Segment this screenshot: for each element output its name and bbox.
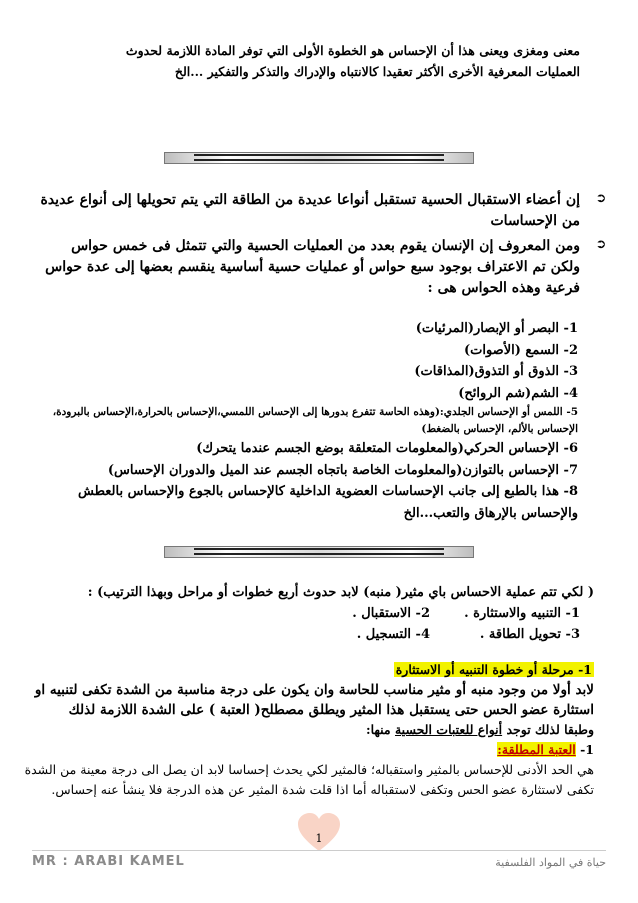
list-item: 8- هذا بالطبع إلى جانب الإحساسات العضوية الداخلية كالإحساس بالجوع والإحساس بالعطش والإحساس بالإرهاق والتعب...الخ (78, 484, 578, 521)
step-item: 1- التنبيه والاستثارة . (464, 606, 580, 621)
decorative-separator (164, 542, 474, 560)
stage1-paragraph: لابد أولا من وجود منبه أو مثير مناسب للحاسة وان يكون على درجة مناسبة من الشدة تكفى لتنبيه او استثارة عضو الحس حتى يستقبل هذا المثير ويطلق مصطلح( العتبة ) على الشدة اللازمة لذلك (34, 682, 594, 718)
senses-list (18, 318, 578, 524)
stage1-text: وطبقا لذلك توجد (502, 722, 594, 737)
section-heading: 1- مرحلة أو خطوة التنبيه أو الاستثارة (395, 662, 592, 677)
stage1-section (19, 660, 594, 800)
arrow-bullet-icon: ➲ (595, 237, 607, 252)
steps-row (34, 603, 594, 624)
list-item: 2- السمع (الأصوات) (463, 342, 578, 358)
step-item: 3- تحويل الطاقة . (479, 627, 580, 642)
list-item: 3- الذوق أو التذوق(المذاقات) (414, 364, 578, 379)
bullet-text: إن أعضاء الاستقبال الحسية تستقبل أنواعا عديدة من الطاقة التي يتم تحويلها إلى أنواع عديدة من الإحساسات (40, 192, 580, 229)
sub-number: 1- (580, 742, 594, 757)
arrow-bullet-icon: ➲ (595, 191, 607, 206)
series-title: حياة في المواد الفلسفية (495, 856, 606, 869)
process-steps (34, 582, 594, 645)
author-name: MR : ARABI KAMEL (32, 854, 185, 869)
bullet-item (40, 190, 607, 232)
process-intro: ( لكي تتم عملية الاحساس باي مثير( منبه) لابد حدوث أربع خطوات أو مراحل وبهذا الترتيب) : (87, 585, 594, 600)
list-item: 5- اللمس أو الإحساس الجلدي:(وهذه الحاسة تتفرع بدورها إلى الإحساس اللمسي،الإحساس بالحرارة،الإحساس بالبرودة، الإحساس بالألم، الإحساس بالضغط) (52, 406, 578, 435)
absolute-threshold-definition: هي الحد الأدنى للإحساس بالمثير واستقباله؛ فالمثير لكي يحدث إحساسا لابد ان يصل الى درجة معينة من الشدة تكفى لاستثارة عضو الحس وتكفى لاستقباله أما اذا قلت شدة المثير عن هذه الدرجة فلا ينشأ عنه إحساس. (24, 762, 594, 797)
threshold-types-link: أنواع للعتبات الحسية (394, 722, 503, 737)
list-item: 4- الشم(شم الروائح) (458, 385, 578, 401)
decorative-separator (164, 148, 474, 166)
absolute-threshold-label: العتبة المطلقة: (497, 742, 576, 757)
bullet-text: ومن المعروف إن الإنسان يقوم بعدد من العمليات الحسية والتي تتمثل فى خمس حواس ولكن تم الاعتراف بوجود سبع حواس أو عمليات حسية أساسية ينقسم بعضها إلى عدة حواس فرعية وهذه الحواس هى : (45, 238, 580, 296)
list-item: 1- البصر أو الإبصار(المرئيات) (415, 321, 578, 336)
list-item: 7- الإحساس بالتوازن(والمعلومات الخاصة باتجاه الجسم عند الميل والدوران الإحساس) (107, 462, 578, 478)
steps-row (34, 624, 594, 645)
step-item: 2- الاستقبال . (352, 606, 430, 621)
intro-line-1: معنى ومغزى ويعنى هذا أن الإحساس هو الخطوة الأولى التي توفر المادة اللازمة لحدوث (125, 43, 580, 58)
bullet-item (40, 236, 607, 299)
intro-paragraph (40, 40, 580, 82)
step-item: 4- التسجيل . (356, 627, 430, 642)
list-item: 6- الإحساس الحركي(والمعلومات المتعلقة بوضع الجسم عندما يتحرك) (196, 441, 578, 456)
footer-divider (32, 850, 606, 851)
intro-line-2: العمليات المعرفية الأخرى الأكثر تعقيدا كالانتباه والإدراك والتذكر والتفكير ...الخ (174, 64, 580, 79)
page-number: 1 (315, 832, 323, 845)
stage1-text: منها: (365, 722, 395, 737)
